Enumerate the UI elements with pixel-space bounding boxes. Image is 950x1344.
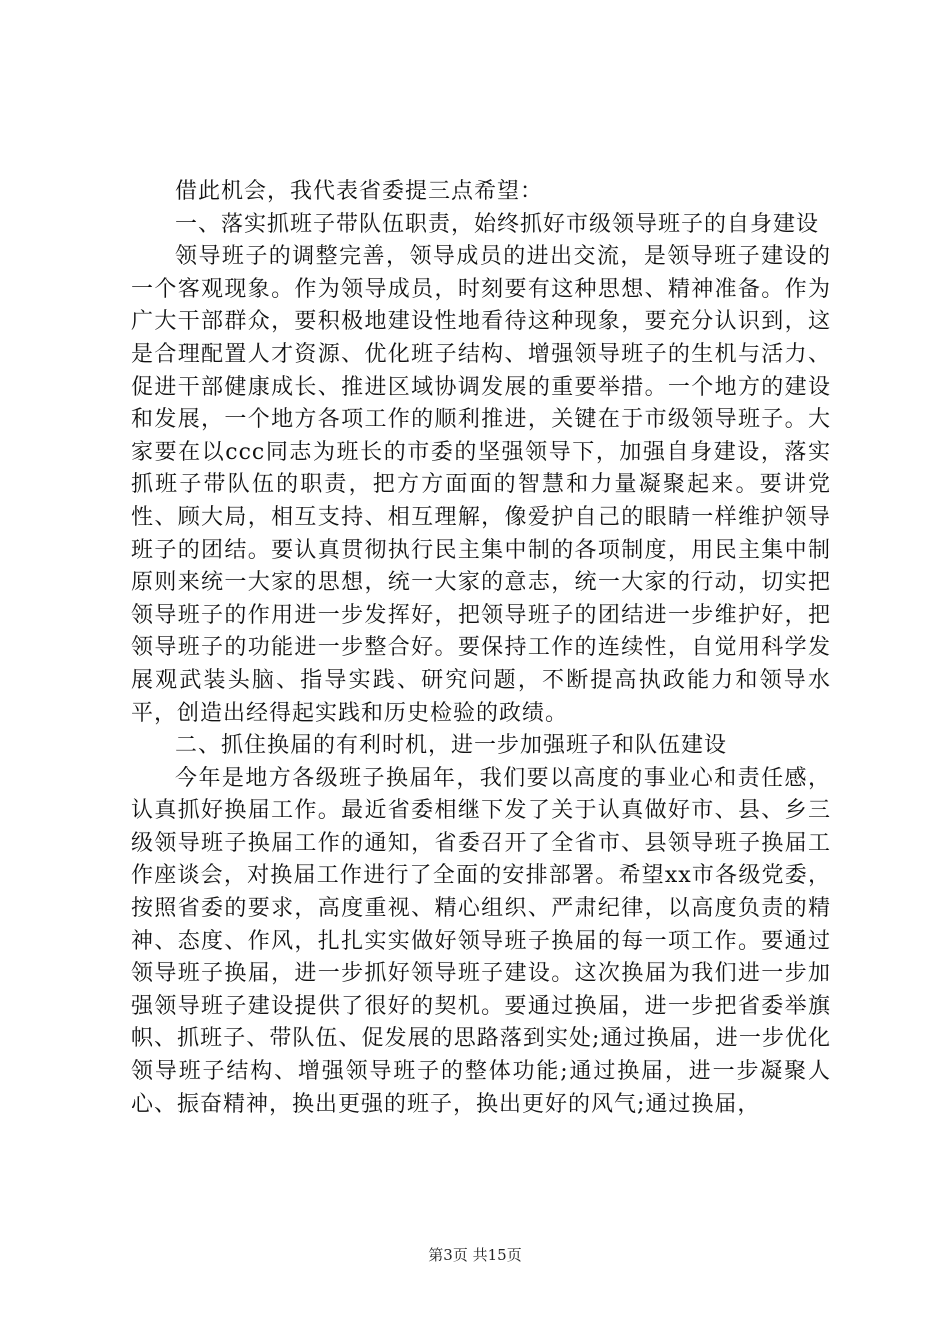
paragraph-section-1: 领导班子的调整完善，领导成员的进出交流，是领导班子建设的一个客观现象。作为领导成员，时刻要有这种思想、精神准备。作为广大干部群众，要积极地建设性地看待这种现象，要充分认识到，这是合理配置人才资源、优化班子结构、增强领导班子的生机与活力、促进干部健康成长、推进区域协调发展的重要举措。一个地方的建设和发展，一个地方各项工作的顺利推进，关键在于市级领导班子。大家要在以ccc同志为班长的市委的坚强领导下，加强自身建设，落实抓班子带队伍的职责，把方方面面的智慧和力量凝聚起来。要讲党性、顾大局，相互支持、相互理解，像爱护自己的眼睛一样维护领导班子的团结。要认真贯彻执行民主集中制的各项制度，用民主集中制原则来统一大家的思想，统一大家的意志，统一大家的行动，切实把领导班子的作用进一步发挥好，把领导班子的团结进一步维护好，把领导班子的功能进一步整合好。要保持工作的连续性，自觉用科学发展观武装头脑、指导实践、研究问题，不断提高执政能力和领导水平，创造出经得起实践和历史检验的政绩。 (131, 244, 831, 726)
section-heading-2: 二、抓住换届的有利时机，进一步加强班子和队伍建设 (175, 733, 728, 759)
section-heading-1: 一、落实抓班子带队伍职责，始终抓好市级领导班子的自身建设 (175, 211, 820, 237)
paragraph-section-2: 今年是地方各级班子换届年，我们要以高度的事业心和责任感，认真抓好换届工作。最近省委相继下发了关于认真做好市、县、乡三级领导班子换届工作的通知，省委召开了全省市、县领导班子换届工作座谈会，对换届工作进行了全面的安排部署。希望xx市各级党委，按照省委的要求，高度重视、精心组织、严肃纪律，以高度负责的精神、态度、作风，扎扎实实做好领导班子换届的每一项工作。要通过领导班子换届，进一步抓好领导班子建设。这次换届为我们进一步加强领导班子建设提供了很好的契机。要通过换届，进一步把省委举旗帜、抓班子、带队伍、促发展的思路落到实处;通过换届，进一步优化领导班子结构、增强领导班子的整体功能;通过换届，进一步凝聚人心、振奋精神，换出更强的班子，换出更好的风气;通过换届， (131, 765, 831, 1117)
page-footer: 第3页 共15页 (428, 1246, 522, 1264)
document-body (131, 176, 831, 1121)
paragraph-intro: 借此机会，我代表省委提三点希望： (175, 179, 544, 204)
